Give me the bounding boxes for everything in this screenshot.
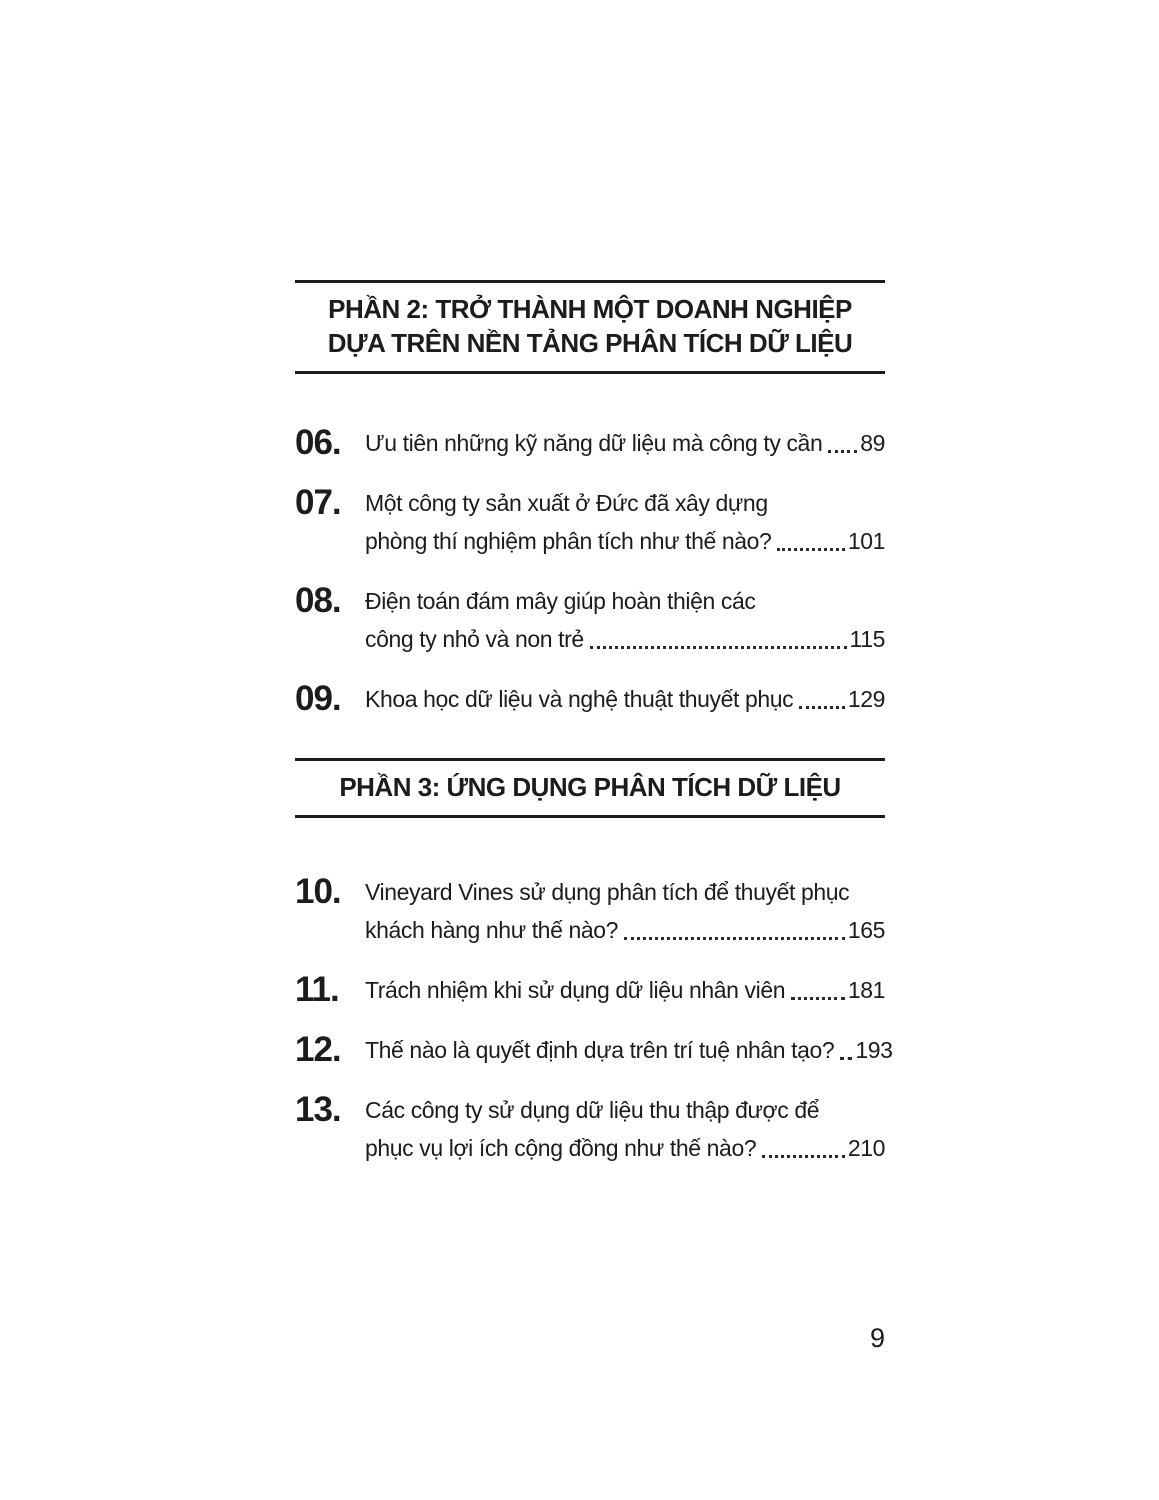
chapter-title: Vineyard Vines sử dụng phân tích để thuyết phục (365, 879, 850, 905)
chapter-page-number: 101 (847, 528, 885, 554)
chapter-page-number: 193 (855, 1037, 893, 1063)
section-title: PHẦN 2: TRỞ THÀNH MỘT DOANH NGHIỆP (328, 294, 852, 324)
dot-leader (624, 937, 845, 940)
toc-entries-part2 (295, 424, 885, 718)
dot-leader (762, 1155, 845, 1158)
dot-leader (840, 1057, 852, 1060)
dot-leader (799, 706, 845, 709)
toc-entry-09 (295, 680, 885, 718)
chapter-title: Khoa học dữ liệu và nghệ thuật thuyết phục (365, 686, 794, 712)
chapter-page-number: 115 (849, 626, 885, 652)
chapter-number: 07. (295, 483, 341, 522)
chapter-number: 06. (295, 423, 341, 462)
chapter-number: 08. (295, 581, 341, 620)
chapter-title-line2: công ty nhỏ và non trẻ (365, 626, 584, 652)
toc-entry-08 (295, 582, 885, 658)
chapter-title: Trách nhiệm khi sử dụng dữ liệu nhân viên (365, 977, 786, 1003)
chapter-title: Một công ty sản xuất ở Đức đã xây dựng (365, 490, 768, 516)
toc-entry-10 (295, 873, 885, 949)
chapter-title-line2: phục vụ lợi ích cộng đồng như thế nào? (365, 1135, 757, 1161)
chapter-title-line2: khách hàng như thế nào? (365, 917, 619, 943)
chapter-page-number: 165 (847, 917, 885, 943)
toc-entry-12 (295, 1030, 893, 1069)
dot-leader (777, 548, 844, 551)
chapter-page-number: 181 (847, 977, 885, 1003)
chapter-title: Các công ty sử dụng dữ liệu thu thập được để (365, 1097, 820, 1123)
chapter-title: Điện toán đám mây giúp hoàn thiện các (365, 588, 756, 614)
chapter-number: 10. (295, 872, 341, 911)
chapter-number: 09. (295, 679, 341, 718)
table-of-contents (295, 280, 893, 1189)
folio-page-number: 9 (869, 1323, 885, 1353)
toc-entry-13 (295, 1091, 885, 1167)
dot-leader (590, 646, 847, 649)
chapter-number: 12. (295, 1030, 341, 1069)
chapter-page-number: 89 (860, 430, 885, 456)
chapter-number: 13. (295, 1090, 341, 1129)
section-header-part3 (295, 758, 885, 818)
toc-entry-07 (295, 484, 885, 560)
toc-entry-11 (295, 971, 885, 1009)
chapter-title-line2: phòng thí nghiệm phân tích như thế nào? (365, 528, 772, 554)
chapter-number: 11. (295, 970, 339, 1009)
toc-entry-06 (295, 424, 885, 462)
chapter-page-number: 210 (847, 1135, 885, 1161)
section-title: PHẦN 3: ỨNG DỤNG PHÂN TÍCH DỮ LIỆU (339, 772, 841, 802)
section-title: DỰA TRÊN NỀN TẢNG PHÂN TÍCH DỮ LIỆU (327, 328, 853, 358)
chapter-title: Thế nào là quyết định dựa trên trí tuệ nhân tạo? (365, 1037, 835, 1063)
toc-entries-part3 (295, 872, 893, 1167)
section-header-part2 (295, 280, 885, 374)
chapter-title: Ưu tiên những kỹ năng dữ liệu mà công ty cần (365, 430, 823, 456)
dot-leader (791, 997, 845, 1000)
dot-leader (828, 450, 857, 453)
chapter-page-number: 129 (847, 686, 885, 712)
